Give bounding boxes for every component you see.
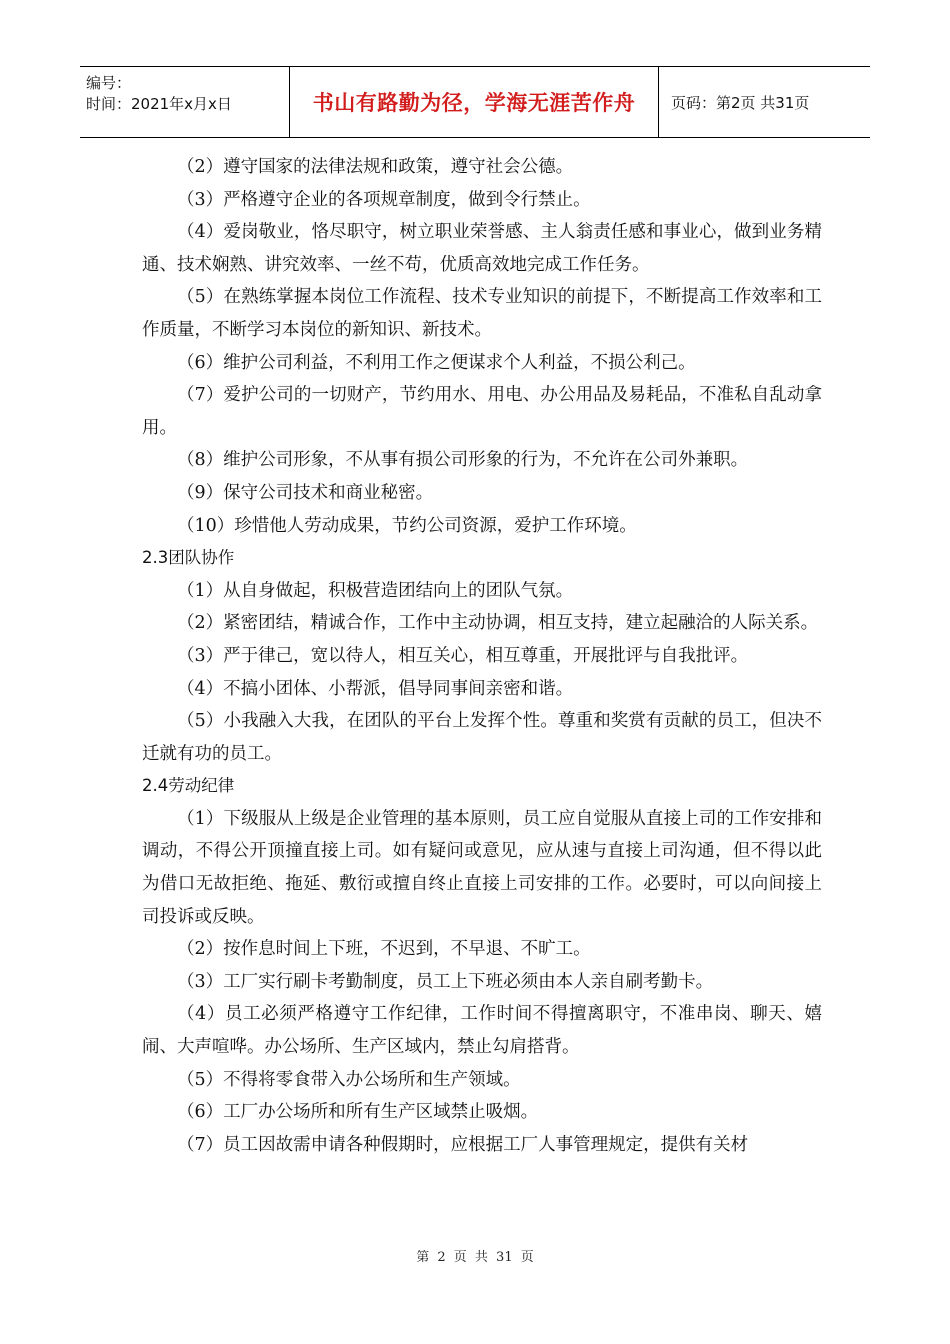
date-label: 时间：2021年x月x日 <box>86 95 232 113</box>
paragraph: （5）小我融入大我，在团队的平台上发挥个性。尊重和奖赏有贡献的员工，但决不迁就有功的员工。 <box>142 711 822 764</box>
section-heading-2-4: 2.4劳动纪律 <box>142 776 235 796</box>
page-header <box>80 66 870 138</box>
paragraph: （10）珍惜他人劳动成果，节约公司资源，爱护工作环境。 <box>177 515 637 536</box>
document-body <box>142 151 822 1161</box>
paragraph: （4）员工必须严格遵守工作纪律，工作时间不得擅离职守，不准串岗、聊天、嬉闹、大声喧哗。办公场所、生产区域内，禁止勾肩搭背。 <box>142 1004 822 1058</box>
paragraph: （8）维护公司形象，不从事有损公司形象的行为，不允许在公司外兼职。 <box>177 450 749 471</box>
paragraph: （2）紧密团结，精诚合作，工作中主动协调，相互支持，建立起融洽的人际关系。 <box>177 613 819 634</box>
paragraph: （5）不得将零食带入办公场所和生产领域。 <box>177 1069 521 1090</box>
paragraph: （3）工厂实行刷卡考勤制度，员工上下班必须由本人亲自刷考勤卡。 <box>177 971 714 992</box>
paragraph: （2）遵守国家的法律法规和政策，遵守社会公德。 <box>177 157 574 177</box>
paragraph: （4）不搞小团体、小帮派，倡导同事间亲密和谐。 <box>177 678 574 699</box>
paragraph: （2）按作息时间上下班，不迟到，不早退、不旷工。 <box>177 939 591 960</box>
paragraph: （3）严格遵守企业的各项规章制度，做到令行禁止。 <box>177 189 591 210</box>
header-motto: 书山有路勤为径，学海无涯苦作舟 <box>290 67 659 137</box>
page-footer: 第 2 页 共 31 页 <box>416 1250 534 1265</box>
paragraph: （5）在熟练掌握本岗位工作流程、技术专业知识的前提下，不断提高工作效率和工作质量，不断学习本岗位的新知识、新技术。 <box>142 287 822 340</box>
paragraph: （3）严于律己，宽以待人，相互关心，相互尊重，开展批评与自我批评。 <box>177 645 749 666</box>
paragraph: （6）维护公司利益，不利用工作之便谋求个人利益，不损公利己。 <box>177 352 696 373</box>
paragraph: （7）员工因故需申请各种假期时，应根据工厂人事管理规定，提供有关材 <box>177 1134 749 1155</box>
paragraph: （1）下级服从上级是企业管理的基本原则，员工应自觉服从直接上司的工作安排和调动，不得公开顶撞直接上司。如有疑问或意见，应从速与直接上司沟通，但不得以此为借口无故拒绝、拖延、敷衍或擅自终止直接上司安排的工作。必要时，可以向间接上司投诉或反映。 <box>142 808 822 927</box>
paragraph: （9）保守公司技术和商业秘密。 <box>177 482 434 503</box>
paragraph: （7）爱护公司的一切财产，节约用水、用电、办公用品及易耗品，不准私自乱动拿用。 <box>142 385 822 438</box>
section-heading-2-3: 2.3团队协作 <box>142 548 235 568</box>
paragraph: （4）爱岗敬业，恪尽职守，树立职业荣誉感、主人翁责任感和事业心，做到业务精通、技术娴熟、讲究效率、一丝不苟，优质高效地完成工作任务。 <box>142 222 822 275</box>
number-label: 编号： <box>86 74 132 92</box>
header-meta <box>80 67 290 137</box>
paragraph: （1）从自身做起，积极营造团结向上的团队气氛。 <box>177 580 574 601</box>
paragraph: （6）工厂办公场所和所有生产区域禁止吸烟。 <box>177 1102 539 1123</box>
header-page-info: 页码：第2页 共31页 <box>671 93 810 112</box>
